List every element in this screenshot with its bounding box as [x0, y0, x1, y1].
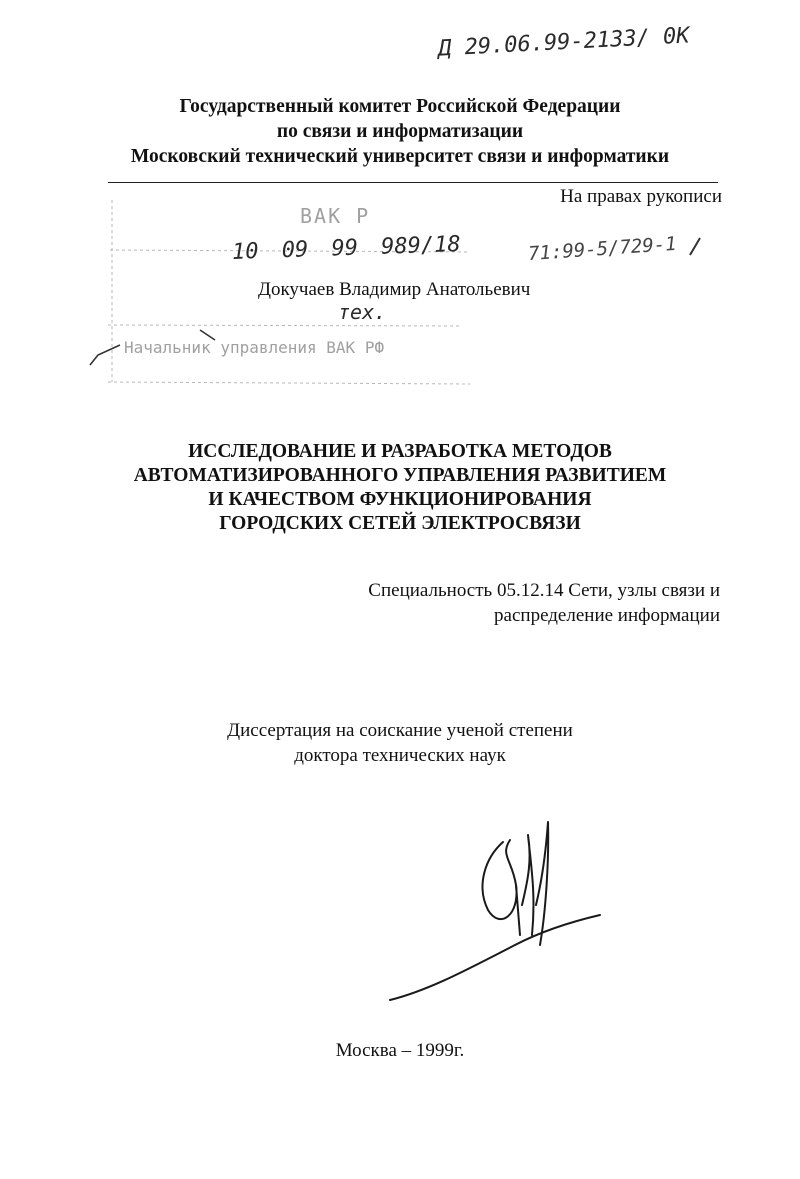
title-line-1: ИССЛЕДОВАНИЕ И РАЗРАБОТКА МЕТОДОВ: [188, 441, 612, 462]
title-line-2: АВТОМАТИЗИРОВАННОГО УПРАВЛЕНИЯ РАЗВИТИЕМ: [133, 465, 667, 486]
city-year: Москва – 1999г.: [335, 1040, 465, 1061]
degree-block: [0, 718, 800, 768]
stamp-header-text: ВАК Р: [300, 204, 371, 228]
stamp-extra-annotation: 71:99-5/729-1: [527, 232, 678, 266]
organization-line-2: по связи и информатизации: [276, 121, 524, 142]
author-name: Докучаев Владимир Анатольевич: [258, 279, 531, 300]
manuscript-note: На правах рукописи: [560, 186, 722, 207]
author-note-annotation: тех.: [338, 300, 387, 324]
specialty-line-1: Специальность 05.12.14 Сети, узлы связи и: [368, 580, 720, 601]
specialty-line-2: распределение информации: [494, 605, 720, 626]
signature: [390, 822, 600, 1000]
top-registration-annotation: Д 29.06.99-2133/ 0К: [437, 23, 691, 62]
title-line-3: И КАЧЕСТВОМ ФУНКЦИОНИРОВАНИЯ: [208, 489, 592, 510]
stamp-footer-text: Начальник управления ВАК РФ: [124, 338, 385, 357]
organization-line-3: Московский технический университет связи и информатики: [130, 146, 670, 167]
specialty-block: [368, 578, 720, 628]
degree-line-1: Диссертация на соискание ученой степени: [227, 720, 573, 741]
header-divider: [108, 182, 718, 183]
degree-line-2: доктора технических наук: [294, 745, 506, 766]
organization-header: [0, 94, 800, 169]
organization-line-1: Государственный комитет Российской Федерации: [179, 96, 621, 117]
title-line-4: ГОРОДСКИХ СЕТЕЙ ЭЛЕКТРОСВЯЗИ: [219, 513, 581, 534]
stamp-date-annotation: 10 09 99 989/18: [231, 232, 462, 265]
dissertation-title: [0, 440, 800, 536]
stamp-slash: [690, 238, 700, 255]
